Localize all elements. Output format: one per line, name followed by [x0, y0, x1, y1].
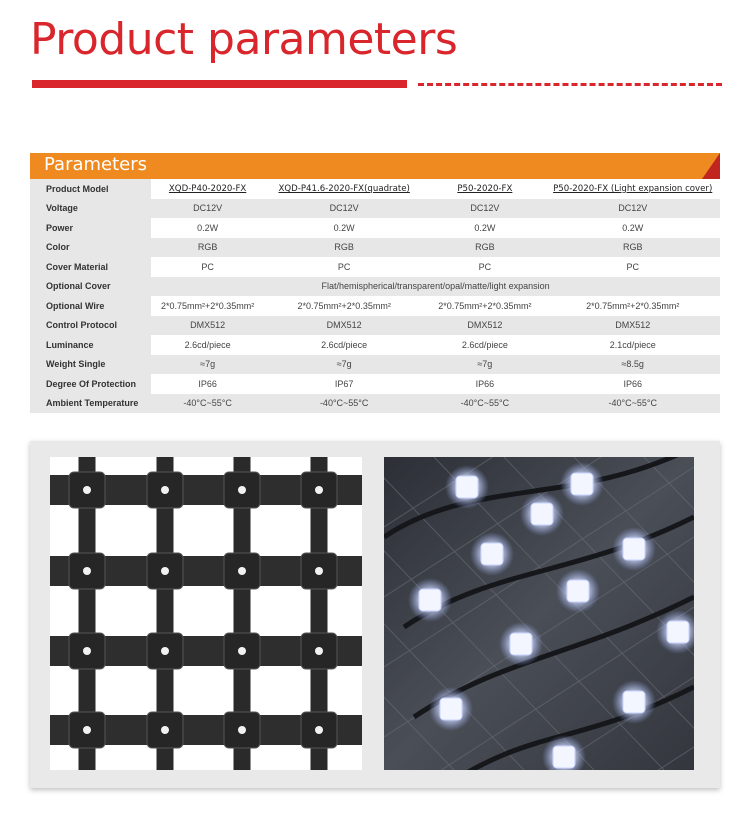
table-cell: IP66: [151, 374, 264, 394]
row-label: Degree Of Protection: [30, 374, 151, 394]
table-cell: IP66: [545, 374, 720, 394]
table-cell: DMX512: [151, 316, 264, 336]
table-row: [30, 374, 720, 394]
table-row: [30, 394, 720, 414]
table-cell: DC12V: [545, 199, 720, 219]
lit-led-photo: [384, 457, 694, 770]
table-cell: -40°C~55°C: [545, 394, 720, 414]
row-label: Control Protocol: [30, 316, 151, 336]
led-grid-photo: [50, 457, 362, 770]
table-cell: RGB: [151, 238, 264, 258]
table-row: [30, 257, 720, 277]
table-cell: P50-2020-FX (Light expansion cover): [545, 179, 720, 199]
table-cell: 0.2W: [151, 218, 264, 238]
table-cell: DC12V: [264, 199, 424, 219]
led-node: [301, 553, 337, 589]
lit-led: [470, 532, 514, 576]
lit-led: [520, 492, 564, 536]
table-cell: 2.1cd/piece: [545, 335, 720, 355]
led-node: [224, 472, 260, 508]
lit-led: [408, 578, 452, 622]
parameters-header-label: Parameters: [44, 154, 148, 175]
table-cell: 2.6cd/piece: [424, 335, 545, 355]
table-cell: RGB: [264, 238, 424, 258]
table-cell: DC12V: [424, 199, 545, 219]
header-corner-accent: [702, 153, 720, 179]
table-row: [30, 218, 720, 238]
table-cell: Flat/hemispherical/transparent/opal/matte/light expansion: [151, 277, 720, 297]
row-label: Cover Material: [30, 257, 151, 277]
table-cell: RGB: [545, 238, 720, 258]
lit-led: [560, 462, 604, 506]
table-cell: XQD-P40-2020-FX: [151, 179, 264, 199]
led-node: [69, 472, 105, 508]
table-row: [30, 296, 720, 316]
led-node: [147, 553, 183, 589]
led-node: [147, 472, 183, 508]
led-node: [224, 633, 260, 669]
table-cell: ≈8.5g: [545, 355, 720, 375]
table-cell: 0.2W: [424, 218, 545, 238]
table-cell: 2.6cd/piece: [264, 335, 424, 355]
table-cell: 0.2W: [545, 218, 720, 238]
led-node: [301, 472, 337, 508]
parameters-header: [30, 153, 720, 179]
led-node: [69, 633, 105, 669]
table-cell: 2*0.75mm²+2*0.35mm²: [545, 296, 720, 316]
lit-led: [612, 680, 656, 724]
table-cell: DMX512: [264, 316, 424, 336]
table-cell: ≈7g: [151, 355, 264, 375]
table-cell: DMX512: [545, 316, 720, 336]
lit-led-illustration: [384, 457, 694, 770]
table-cell: 2.6cd/piece: [151, 335, 264, 355]
row-label: Ambient Temperature: [30, 394, 151, 414]
lit-led: [556, 569, 600, 613]
table-row: [30, 355, 720, 375]
led-node: [147, 633, 183, 669]
row-label: Weight Single: [30, 355, 151, 375]
table-cell: P50-2020-FX: [424, 179, 545, 199]
row-label: Color: [30, 238, 151, 258]
row-label: Optional Wire: [30, 296, 151, 316]
row-label: Luminance: [30, 335, 151, 355]
table-cell: ≈7g: [264, 355, 424, 375]
table-cell: XQD-P41.6-2020-FX(quadrate): [264, 179, 424, 199]
table-cell: -40°C~55°C: [424, 394, 545, 414]
table-cell: 2*0.75mm²+2*0.35mm²: [151, 296, 264, 316]
table-row: [30, 335, 720, 355]
table-cell: -40°C~55°C: [264, 394, 424, 414]
table-row: [30, 179, 720, 199]
table-cell: PC: [264, 257, 424, 277]
table-cell: 0.2W: [264, 218, 424, 238]
led-node: [69, 712, 105, 748]
row-label: Product Model: [30, 179, 151, 199]
lit-led: [429, 687, 473, 731]
table-cell: PC: [424, 257, 545, 277]
title-underline: [32, 80, 407, 88]
table-cell: DC12V: [151, 199, 264, 219]
table-cell: 2*0.75mm²+2*0.35mm²: [424, 296, 545, 316]
lit-led: [499, 622, 543, 666]
table-cell: ≈7g: [424, 355, 545, 375]
led-grid-illustration: [50, 457, 362, 770]
led-node: [147, 712, 183, 748]
table-cell: PC: [151, 257, 264, 277]
table-cell: IP66: [424, 374, 545, 394]
table-row: [30, 238, 720, 258]
led-node: [69, 553, 105, 589]
table-cell: RGB: [424, 238, 545, 258]
table-row: [30, 316, 720, 336]
table-cell: -40°C~55°C: [151, 394, 264, 414]
table-cell: DMX512: [424, 316, 545, 336]
led-node: [224, 553, 260, 589]
parameters-panel: [30, 153, 720, 413]
table-cell: IP67: [264, 374, 424, 394]
led-node: [301, 712, 337, 748]
row-label: Optional Cover: [30, 277, 151, 297]
lit-led: [612, 527, 656, 571]
row-label: Power: [30, 218, 151, 238]
row-label: Voltage: [30, 199, 151, 219]
spec-table: [30, 179, 720, 413]
table-row: [30, 199, 720, 219]
table-cell: 2*0.75mm²+2*0.35mm²: [264, 296, 424, 316]
led-node: [301, 633, 337, 669]
table-row: [30, 277, 720, 297]
page-title: Product parameters: [30, 14, 458, 65]
lit-led: [445, 465, 489, 509]
product-photo-frame: [30, 441, 720, 788]
led-node: [224, 712, 260, 748]
title-dashed-line: [418, 83, 722, 86]
table-cell: PC: [545, 257, 720, 277]
